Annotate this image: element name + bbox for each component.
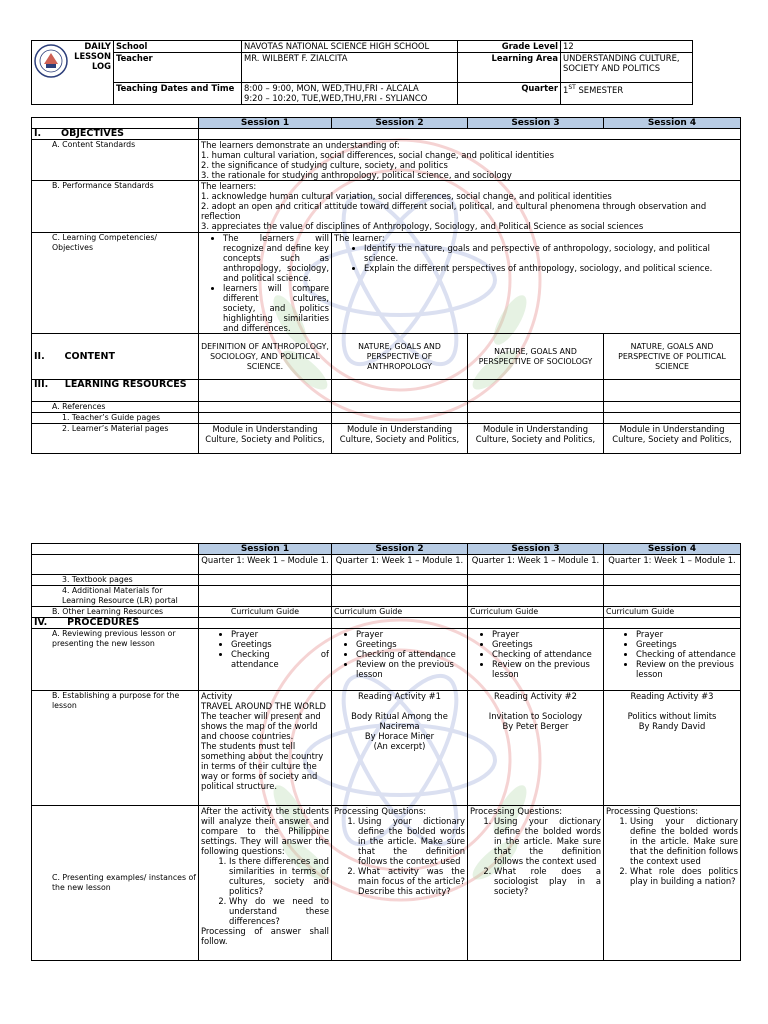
- session-1-header: Session 1: [199, 118, 332, 129]
- session-3-header: Session 3: [468, 118, 604, 129]
- review-session-1: • Prayer • Greetings • Checking of attendance: [199, 629, 332, 691]
- quarter-session-4: Quarter 1: Week 1 – Module 1.: [604, 555, 741, 575]
- area-label: Learning Area: [458, 53, 561, 83]
- learners-material-label: 2. Learner’s Material pages: [32, 424, 199, 454]
- content-heading: II. CONTENT: [32, 334, 199, 380]
- review-label: A. Reviewing previous lesson or presenting the new lesson: [32, 629, 199, 691]
- procedures-table: [31, 543, 741, 961]
- review-session-3: • Prayer • Greetings • Checking of attendance • Review on the previous lesson: [468, 629, 604, 691]
- lr-portal-label: 4. Additional Materials for Learning Resource (LR) portal: [32, 586, 199, 607]
- t2-session-4-header: Session 4: [604, 544, 741, 555]
- quarter-label: Quarter: [458, 83, 561, 105]
- presenting-session-3: Processing Questions: 1. Using your dictionary define the bolded words in the article. Make sure that the definition follows the context used 2. What role does a sociologist play in a society?: [468, 806, 604, 961]
- t2-session-2-header: Session 2: [332, 544, 468, 555]
- objectives-table: [31, 117, 741, 454]
- session-4-header: Session 4: [604, 118, 741, 129]
- session-2-header: Session 2: [332, 118, 468, 129]
- t2-session-1-header: Session 1: [199, 544, 332, 555]
- area-value: UNDERSTANDING CULTURE, SOCIETY AND POLITICS: [561, 53, 693, 83]
- curriculum-session-3: Curriculum Guide: [468, 607, 604, 618]
- blank-header-cell: [32, 118, 199, 129]
- content-standards-value: The learners demonstrate an understanding of: 1. human cultural variation, social differences, social change, and political identities 2. the significance of studying culture, society, and politics 3. the rationale for studying anthropology, political science, and sociology: [199, 140, 741, 181]
- curriculum-session-4: Curriculum Guide: [604, 607, 741, 618]
- grade-label: Grade Level: [458, 41, 561, 53]
- module-session-2: Module in Understanding Culture, Society and Politics,: [332, 424, 468, 454]
- purpose-label: B. Establishing a purpose for the lesson: [32, 691, 199, 806]
- curriculum-session-2: Curriculum Guide: [332, 607, 468, 618]
- review-session-2: • Prayer • Greetings • Checking of attendance • Review on the previous lesson: [332, 629, 468, 691]
- competencies-label: C. Learning Competencies/ Objectives: [32, 233, 199, 334]
- objectives-blank: [199, 129, 741, 140]
- purpose-session-2: Reading Activity #1 Body Ritual Among the Nacirema By Horace Miner (An excerpt): [332, 691, 468, 806]
- school-label: School: [114, 41, 242, 53]
- purpose-session-4: Reading Activity #3 Politics without limits By Randy David: [604, 691, 741, 806]
- t2-session-3-header: Session 3: [468, 544, 604, 555]
- teacher-label: Teacher: [114, 53, 242, 83]
- resources-heading: III. LEARNING RESOURCES: [32, 380, 199, 402]
- quarter-session-1: Quarter 1: Week 1 – Module 1.: [199, 555, 332, 575]
- teachers-guide-label: 1. Teacher’s Guide pages: [32, 413, 199, 424]
- content-session-3: NATURE, GOALS AND PERSPECTIVE OF SOCIOLOGY: [468, 334, 604, 380]
- deped-seal-icon: [34, 44, 68, 78]
- competencies-sessions-2-4: The learner: • Identify the nature, goals and perspective of anthropology, sociology, and political science. • Explain the different perspectives of anthropology, sociology, and political science.: [332, 233, 741, 334]
- presenting-session-2: Processing Questions: 1. Using your dictionary define the bolded words in the article. Make sure that the definition follows the context used 2. What activity was the main focus of the article? Describe this activity?: [332, 806, 468, 961]
- purpose-session-1: Activity TRAVEL AROUND THE WORLD The teacher will present and shows the map of the world and choose countries. The students must tell something about the country in terms of their culture the way or forms of society and political structure.: [199, 691, 332, 806]
- dll-title-cell: DAILY LESSON LOG: [32, 41, 114, 105]
- performance-standards-label: B. Performance Standards: [32, 181, 199, 233]
- content-standards-label: A. Content Standards: [32, 140, 199, 181]
- school-value: NAVOTAS NATIONAL SCIENCE HIGH SCHOOL: [242, 41, 458, 53]
- presenting-session-1: After the activity the students will analyze their answer and compare to the Philippine settings. They will answer the following questions: 1. Is there differences and similarities in terms of cultures, society and politics? 2. Why do we need to understand these differences? Processing of answer shall follow.: [199, 806, 332, 961]
- quarter-value: 1ST SEMESTER: [561, 83, 693, 105]
- review-session-4: • Prayer • Greetings • Checking of attendance • Review on the previous lesson: [604, 629, 741, 691]
- purpose-session-3: Reading Activity #2 Invitation to Sociology By Peter Berger: [468, 691, 604, 806]
- procedures-heading: IV. PROCEDURES: [32, 618, 199, 629]
- quarter-session-2: Quarter 1: Week 1 – Module 1.: [332, 555, 468, 575]
- teacher-value: MR. WILBERT F. ZIALCITA: [242, 53, 458, 83]
- header-table: [31, 40, 693, 105]
- module-session-3: Module in Understanding Culture, Society and Politics,: [468, 424, 604, 454]
- content-session-1: DEFINITION OF ANTHROPOLOGY, SOCIOLOGY, AND POLITICAL SCIENCE.: [199, 334, 332, 380]
- objectives-heading: I. OBJECTIVES: [32, 129, 199, 140]
- module-session-1: Module in Understanding Culture, Society and Politics,: [199, 424, 332, 454]
- textbook-label: 3. Textbook pages: [32, 575, 199, 586]
- content-session-4: NATURE, GOALS AND PERSPECTIVE OF POLITICAL SCIENCE: [604, 334, 741, 380]
- presenting-label: C. Presenting examples/ instances of the new lesson: [32, 806, 199, 961]
- performance-standards-value: The learners: 1. acknowledge human cultural variation, social differences, social change, and political identities 2. adopt an open and critical attitude toward different social, political, and cultural phenomena through observation and reflection 3. appreciates the value of disciplines of Anthropology, Sociology, and Political Science as social sciences: [199, 181, 741, 233]
- curriculum-session-1: Curriculum Guide: [199, 607, 332, 618]
- dates-label: Teaching Dates and Time: [114, 83, 242, 105]
- presenting-session-4: Processing Questions: 1. Using your dictionary define the bolded words in the article. Make sure that the definition follows the context used 2. What role does politics play in building a nation?: [604, 806, 741, 961]
- module-session-4: Module in Understanding Culture, Society and Politics,: [604, 424, 741, 454]
- quarter-session-3: Quarter 1: Week 1 – Module 1.: [468, 555, 604, 575]
- other-resources-label: B. Other Learning Resources: [32, 607, 199, 618]
- content-session-2: NATURE, GOALS AND PERSPECTIVE OF ANTHROPOLOGY: [332, 334, 468, 380]
- grade-value: 12: [561, 41, 693, 53]
- references-label: A. References: [32, 402, 199, 413]
- competencies-session-1: • The learners will recognize and define key concepts such as anthropology, sociology, and political science. • learners will compare different cultures, society, and politics highlighting similarities and differences.: [199, 233, 332, 334]
- dates-value: 8:00 – 9:00, MON, WED,THU,FRI - ALCALA 9:20 – 10:20, TUE,WED,THU,FRI - SYLIANCO: [242, 83, 458, 105]
